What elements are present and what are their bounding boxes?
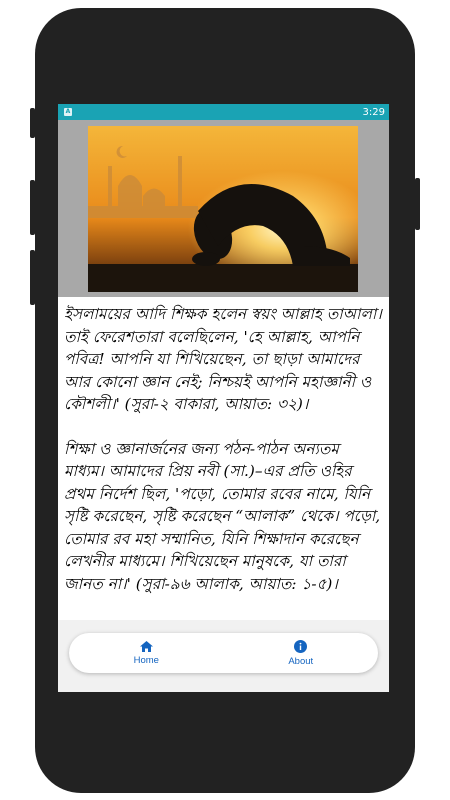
app-screen bbox=[58, 104, 389, 692]
article-paragraph-1: ইসলাময়ের আদি শিক্ষক হলেন স্বয়ং আল্লাহ তাআলা। তাই ফেরেশতারা বলেছিলেন, 'হে আল্লাহ, আপনি পবিত্র! আপনি যা শিখিয়েছেন, তা ছাড়া আমাদের আর কোনো জ্ঞান নেই; নিশ্চয়ই আপনি মহাজ্ঞানী ও কৌশলী।' (সুরা-২ বাকারা, আয়াত: ৩২)। bbox=[64, 305, 382, 413]
app-notification-icon: A bbox=[65, 108, 71, 115]
banner bbox=[58, 120, 389, 297]
home-icon bbox=[140, 641, 153, 652]
nav-home-label: Home bbox=[133, 654, 159, 666]
info-icon bbox=[294, 640, 307, 653]
article-paragraph-2: শিক্ষা ও জ্ঞানার্জনের জন্য পঠন-পাঠন অন্যতম মাধ্যম। আমাদের প্রিয় নবী (সা.)–এর প্রতি ওহির প্রথম নির্দেশ ছিল, 'পড়ো, তোমার রবের নামে, যিনি সৃষ্টি করেছেন, সৃষ্টি করেছেন “আলাক” থেকে। পড়ো, তোমার রব মহা সম্মানিত, যিনি শিক্ষাদান করেছেন লেখনীর মাধ্যমে। শিখিয়েছেন মানুষকে, যা তারা জানত না।' (সুরা-৯৬ আলাক, আয়াত: ১-৫)। bbox=[64, 439, 381, 593]
nav-home-button[interactable] bbox=[101, 641, 191, 666]
phone-side-button bbox=[30, 108, 35, 138]
prayer-image bbox=[88, 126, 358, 292]
nav-about-label: About bbox=[288, 655, 314, 667]
nav-about-button[interactable] bbox=[256, 640, 346, 667]
phone-volume-down-button bbox=[30, 250, 35, 305]
phone-volume-up-button bbox=[30, 180, 35, 235]
footer-area bbox=[58, 620, 389, 692]
bottom-navigation bbox=[69, 633, 378, 673]
phone-power-button bbox=[415, 178, 420, 230]
article-content bbox=[58, 297, 389, 595]
status-time: 3:29 bbox=[362, 106, 385, 118]
status-bar bbox=[58, 104, 389, 120]
